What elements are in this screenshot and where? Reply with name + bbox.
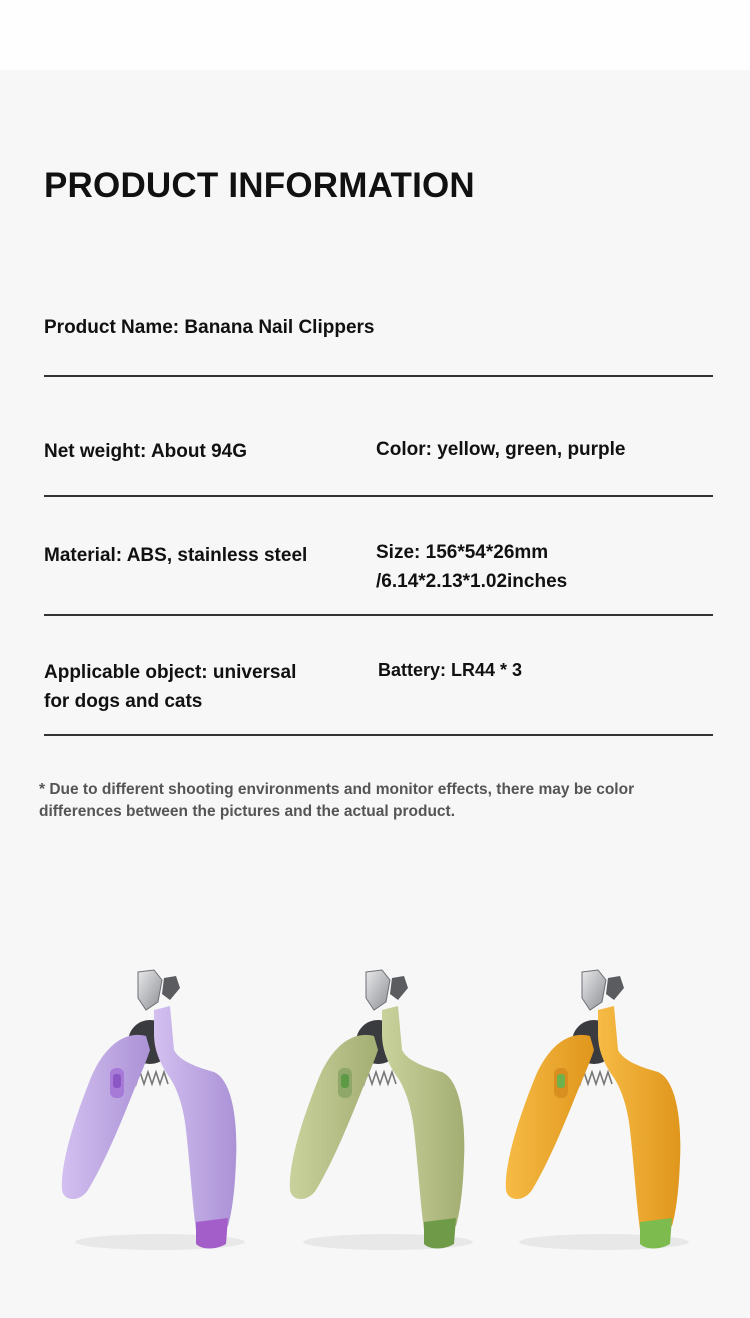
material-label: Material: ABS, stainless steel [44, 545, 308, 566]
divider [44, 734, 713, 736]
color-disclaimer: * Due to different shooting environments and monitor effects, there may be color differences between the pictures and the actual product. [39, 781, 635, 820]
product-name-label: Product Name: Banana Nail Clippers [44, 317, 375, 338]
divider [44, 495, 713, 497]
page-title: PRODUCT INFORMATION [44, 166, 475, 205]
top-band [0, 0, 750, 70]
clipper-yellow [506, 970, 689, 1250]
divider [44, 375, 713, 377]
clipper-purple [62, 970, 245, 1250]
clipper-green [290, 970, 473, 1250]
product-image-clippers [0, 950, 750, 1270]
applicable-object-line2: for dogs and cats [44, 691, 203, 712]
divider [44, 614, 713, 616]
size-label-line2: /6.14*2.13*1.02inches [376, 571, 568, 592]
battery-label: Battery: LR44 * 3 [378, 660, 523, 680]
net-weight-label: Net weight: About 94G [44, 441, 248, 462]
color-label: Color: yellow, green, purple [376, 439, 626, 460]
size-label-line1: Size: 156*54*26mm [376, 542, 549, 563]
applicable-object-line1: Applicable object: universal [44, 662, 297, 683]
